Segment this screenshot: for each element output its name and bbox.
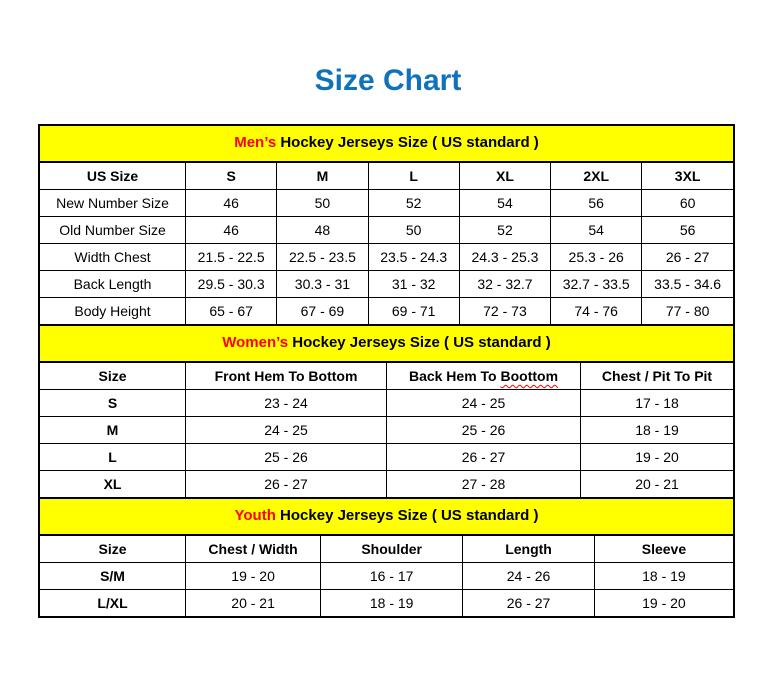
- table-cell: 17 - 18: [581, 390, 733, 417]
- table-cell: 60: [642, 190, 733, 217]
- column-header: Front Hem To Bottom: [186, 363, 387, 390]
- column-header: L: [368, 163, 459, 190]
- column-header: S: [186, 163, 277, 190]
- row-label: Body Height: [40, 298, 186, 325]
- row-label: L: [40, 444, 186, 471]
- table-cell: 24.3 - 25.3: [459, 244, 550, 271]
- table-cell: 72 - 73: [459, 298, 550, 325]
- table-cell: 18 - 19: [581, 417, 733, 444]
- table-cell: 25.3 - 26: [551, 244, 642, 271]
- womens-section-title: Hockey Jerseys Size ( US standard ): [288, 334, 551, 351]
- table-cell: 18 - 19: [321, 590, 463, 617]
- womens-size-table: [40, 363, 733, 497]
- table-row: [40, 244, 733, 271]
- table-row: [40, 471, 733, 498]
- column-header: XL: [459, 163, 550, 190]
- column-header: Size: [40, 363, 186, 390]
- table-cell: 50: [368, 217, 459, 244]
- row-label: Back Length: [40, 271, 186, 298]
- table-cell: 69 - 71: [368, 298, 459, 325]
- mens-section-header: [40, 126, 733, 163]
- table-cell: 52: [459, 217, 550, 244]
- table-cell: 19 - 20: [581, 444, 733, 471]
- youth-section-title: Hockey Jerseys Size ( US standard ): [275, 507, 539, 524]
- table-cell: 67 - 69: [277, 298, 368, 325]
- table-row: [40, 563, 733, 590]
- row-label: XL: [40, 471, 186, 498]
- table-cell: 56: [642, 217, 733, 244]
- table-cell: 50: [277, 190, 368, 217]
- column-header: Chest / Pit To Pit: [581, 363, 733, 390]
- table-row: [40, 590, 733, 617]
- table-cell: 20 - 21: [186, 590, 321, 617]
- youth-section-prefix: Youth: [234, 507, 276, 524]
- mens-header-row: [40, 163, 733, 190]
- row-label: Old Number Size: [40, 217, 186, 244]
- row-label: S: [40, 390, 186, 417]
- row-label: New Number Size: [40, 190, 186, 217]
- table-cell: 16 - 17: [321, 563, 463, 590]
- table-cell: 23.5 - 24.3: [368, 244, 459, 271]
- column-header: M: [277, 163, 368, 190]
- table-row: [40, 298, 733, 325]
- table-cell: 24 - 26: [463, 563, 595, 590]
- column-header-text: Back Hem To: [408, 368, 501, 384]
- table-cell: 20 - 21: [581, 471, 733, 498]
- mens-section-title: Hockey Jerseys Size ( US standard ): [276, 134, 539, 151]
- size-chart-frame: [38, 124, 735, 618]
- table-cell: 46: [186, 217, 277, 244]
- row-label: M: [40, 417, 186, 444]
- table-cell: 65 - 67: [186, 298, 277, 325]
- table-cell: 25 - 26: [186, 444, 387, 471]
- table-cell: 26 - 27: [463, 590, 595, 617]
- column-header: Sleeve: [594, 536, 733, 563]
- womens-section-prefix: Women’s: [222, 334, 289, 351]
- table-cell: 27 - 28: [386, 471, 580, 498]
- youth-section-header: [40, 497, 733, 536]
- table-cell: 74 - 76: [551, 298, 642, 325]
- table-row: [40, 271, 733, 298]
- table-cell: 31 - 32: [368, 271, 459, 298]
- column-header: Size: [40, 536, 186, 563]
- column-header: 2XL: [551, 163, 642, 190]
- table-cell: 54: [459, 190, 550, 217]
- table-row: [40, 217, 733, 244]
- table-cell: 24 - 25: [186, 417, 387, 444]
- table-cell: 32 - 32.7: [459, 271, 550, 298]
- youth-size-table: [40, 536, 733, 616]
- table-row: [40, 390, 733, 417]
- column-header: [386, 363, 580, 390]
- table-row: [40, 444, 733, 471]
- table-cell: 30.3 - 31: [277, 271, 368, 298]
- youth-header-row: [40, 536, 733, 563]
- table-cell: 26 - 27: [186, 471, 387, 498]
- table-cell: 22.5 - 23.5: [277, 244, 368, 271]
- misspelled-word: Boottom: [500, 368, 559, 384]
- table-cell: 48: [277, 217, 368, 244]
- table-cell: 29.5 - 30.3: [186, 271, 277, 298]
- column-header: Length: [463, 536, 595, 563]
- table-cell: 24 - 25: [386, 390, 580, 417]
- table-cell: 23 - 24: [186, 390, 387, 417]
- table-cell: 54: [551, 217, 642, 244]
- table-cell: 21.5 - 22.5: [186, 244, 277, 271]
- table-row: [40, 190, 733, 217]
- row-label: L/XL: [40, 590, 186, 617]
- table-cell: 26 - 27: [642, 244, 733, 271]
- table-cell: 19 - 20: [594, 590, 733, 617]
- table-cell: 77 - 80: [642, 298, 733, 325]
- column-header: 3XL: [642, 163, 733, 190]
- page-title: Size Chart: [314, 64, 462, 97]
- table-cell: 56: [551, 190, 642, 217]
- mens-section-prefix: Men’s: [234, 134, 277, 151]
- table-cell: 19 - 20: [186, 563, 321, 590]
- table-cell: 32.7 - 33.5: [551, 271, 642, 298]
- table-cell: 46: [186, 190, 277, 217]
- column-header: Shoulder: [321, 536, 463, 563]
- column-header: Chest / Width: [186, 536, 321, 563]
- row-label: S/M: [40, 563, 186, 590]
- row-label: Width Chest: [40, 244, 186, 271]
- table-cell: 33.5 - 34.6: [642, 271, 733, 298]
- mens-size-table: [40, 163, 733, 324]
- table-cell: 25 - 26: [386, 417, 580, 444]
- column-header: US Size: [40, 163, 186, 190]
- table-cell: 52: [368, 190, 459, 217]
- womens-section-header: [40, 324, 733, 363]
- womens-header-row: [40, 363, 733, 390]
- table-row: [40, 417, 733, 444]
- table-cell: 18 - 19: [594, 563, 733, 590]
- table-cell: 26 - 27: [386, 444, 580, 471]
